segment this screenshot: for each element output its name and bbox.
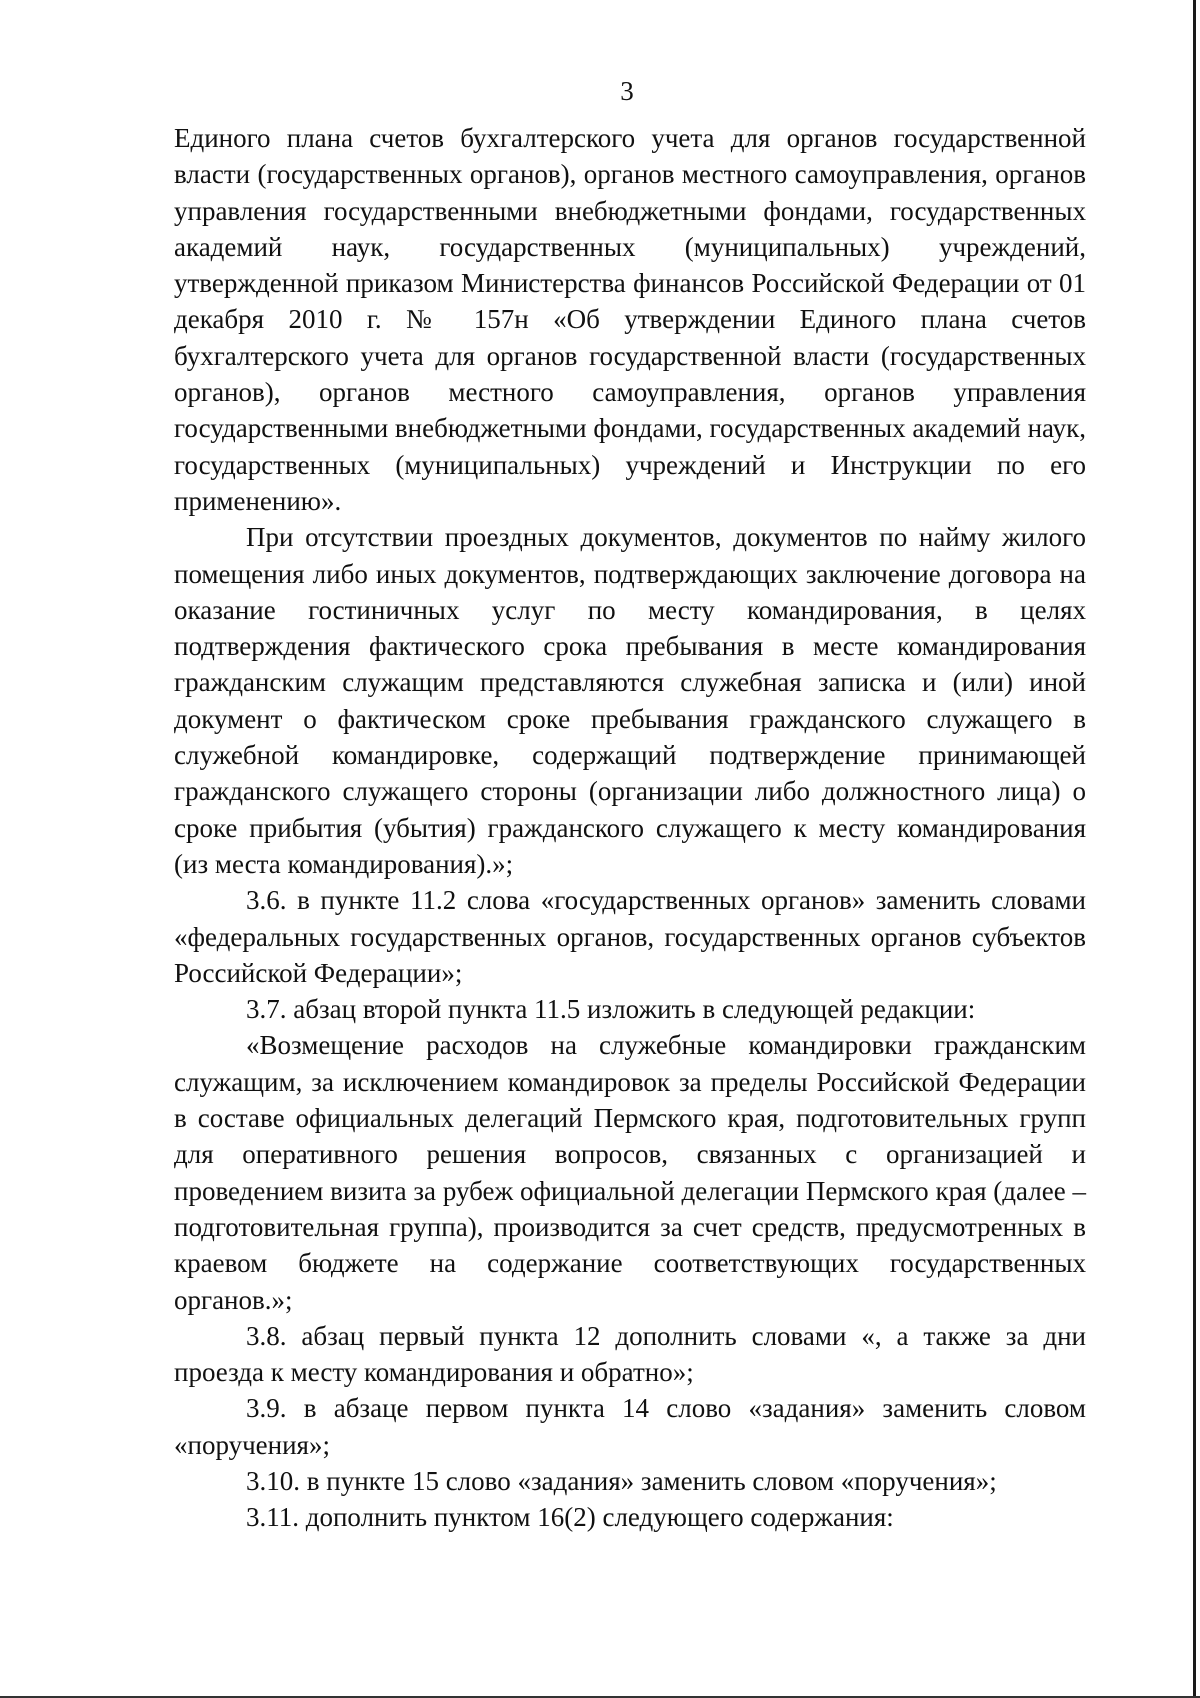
paragraph-item-3-7: 3.7. абзац второй пункта 11.5 изложить в следующей редакции: — [246, 994, 976, 1025]
paragraph-quoted-reimbursement: «Возмещение расходов на служебные командировки гражданским служащим, за исключением командировок за пределы Российской Федерации в составе официальных делегаций Пермского края, подготовительных групп для оперативного решения вопросов, связанных с организацией и проведением визита за рубеж официальной делегации Пермского края (далее – подготовительная группа), производится за счет средств, предусмотренных в краевом бюджете на содержание соответствующих государственных органов.»; — [174, 1030, 1086, 1315]
paragraph-continuation: Единого плана счетов бухгалтерского учета для органов государственной власти (государственных органов), органов местного самоуправления, органов управления государственными внебюджетными фондами, государственных академий наук, государственных (муниципальных) учреждений, утвержденной приказом Министерства финансов Российской Федерации от 01 декабря 2010 г. № 157н «Об утверждении Единого плана счетов бухгалтерского учета для органов государственной власти (государственных органов), органов местного самоуправления, органов управления государственными внебюджетными фондами, государственных академий наук, государственных (муниципальных) учреждений и Инструкции по его применению». — [174, 123, 1086, 516]
paragraph-item-3-6: 3.6. в пункте 11.2 слова «государственных органов» заменить словами «федеральных государственных органов, государственных органов субъектов Российской Федерации»; — [174, 885, 1086, 988]
paragraph-item-3-9: 3.9. в абзаце первом пункта 14 слово «задания» заменить словом «поручения»; — [174, 1393, 1086, 1460]
document-body — [174, 120, 1086, 1536]
paragraph-travel-documents: При отсутствии проездных документов, документов по найму жилого помещения либо иных документов, подтверждающих заключение договора на оказание гостиничных услуг по месту командирования, в целях подтверждения фактического срока пребывания в месте командирования гражданским служащим представляются служебная записка и (или) иной документ о фактическом сроке пребывания гражданского служащего в служебной командировке, содержащий подтверждение принимающей гражданского служащего стороны (организации либо должностного лица) о сроке прибытия (убытия) гражданского служащего к месту командирования (из места командирования).»; — [174, 522, 1086, 879]
paragraph-item-3-10: 3.10. в пункте 15 слово «задания» заменить словом «поручения»; — [246, 1465, 997, 1496]
scan-edge — [1193, 0, 1196, 1698]
paragraph-item-3-8: 3.8. абзац первый пункта 12 дополнить словами «, а также за дни проезда к месту командирования и обратно»; — [174, 1320, 1086, 1388]
page-number: 3 — [620, 76, 634, 106]
paragraph-item-3-11: 3.11. дополнить пунктом 16(2) следующего содержания: — [246, 1502, 894, 1533]
